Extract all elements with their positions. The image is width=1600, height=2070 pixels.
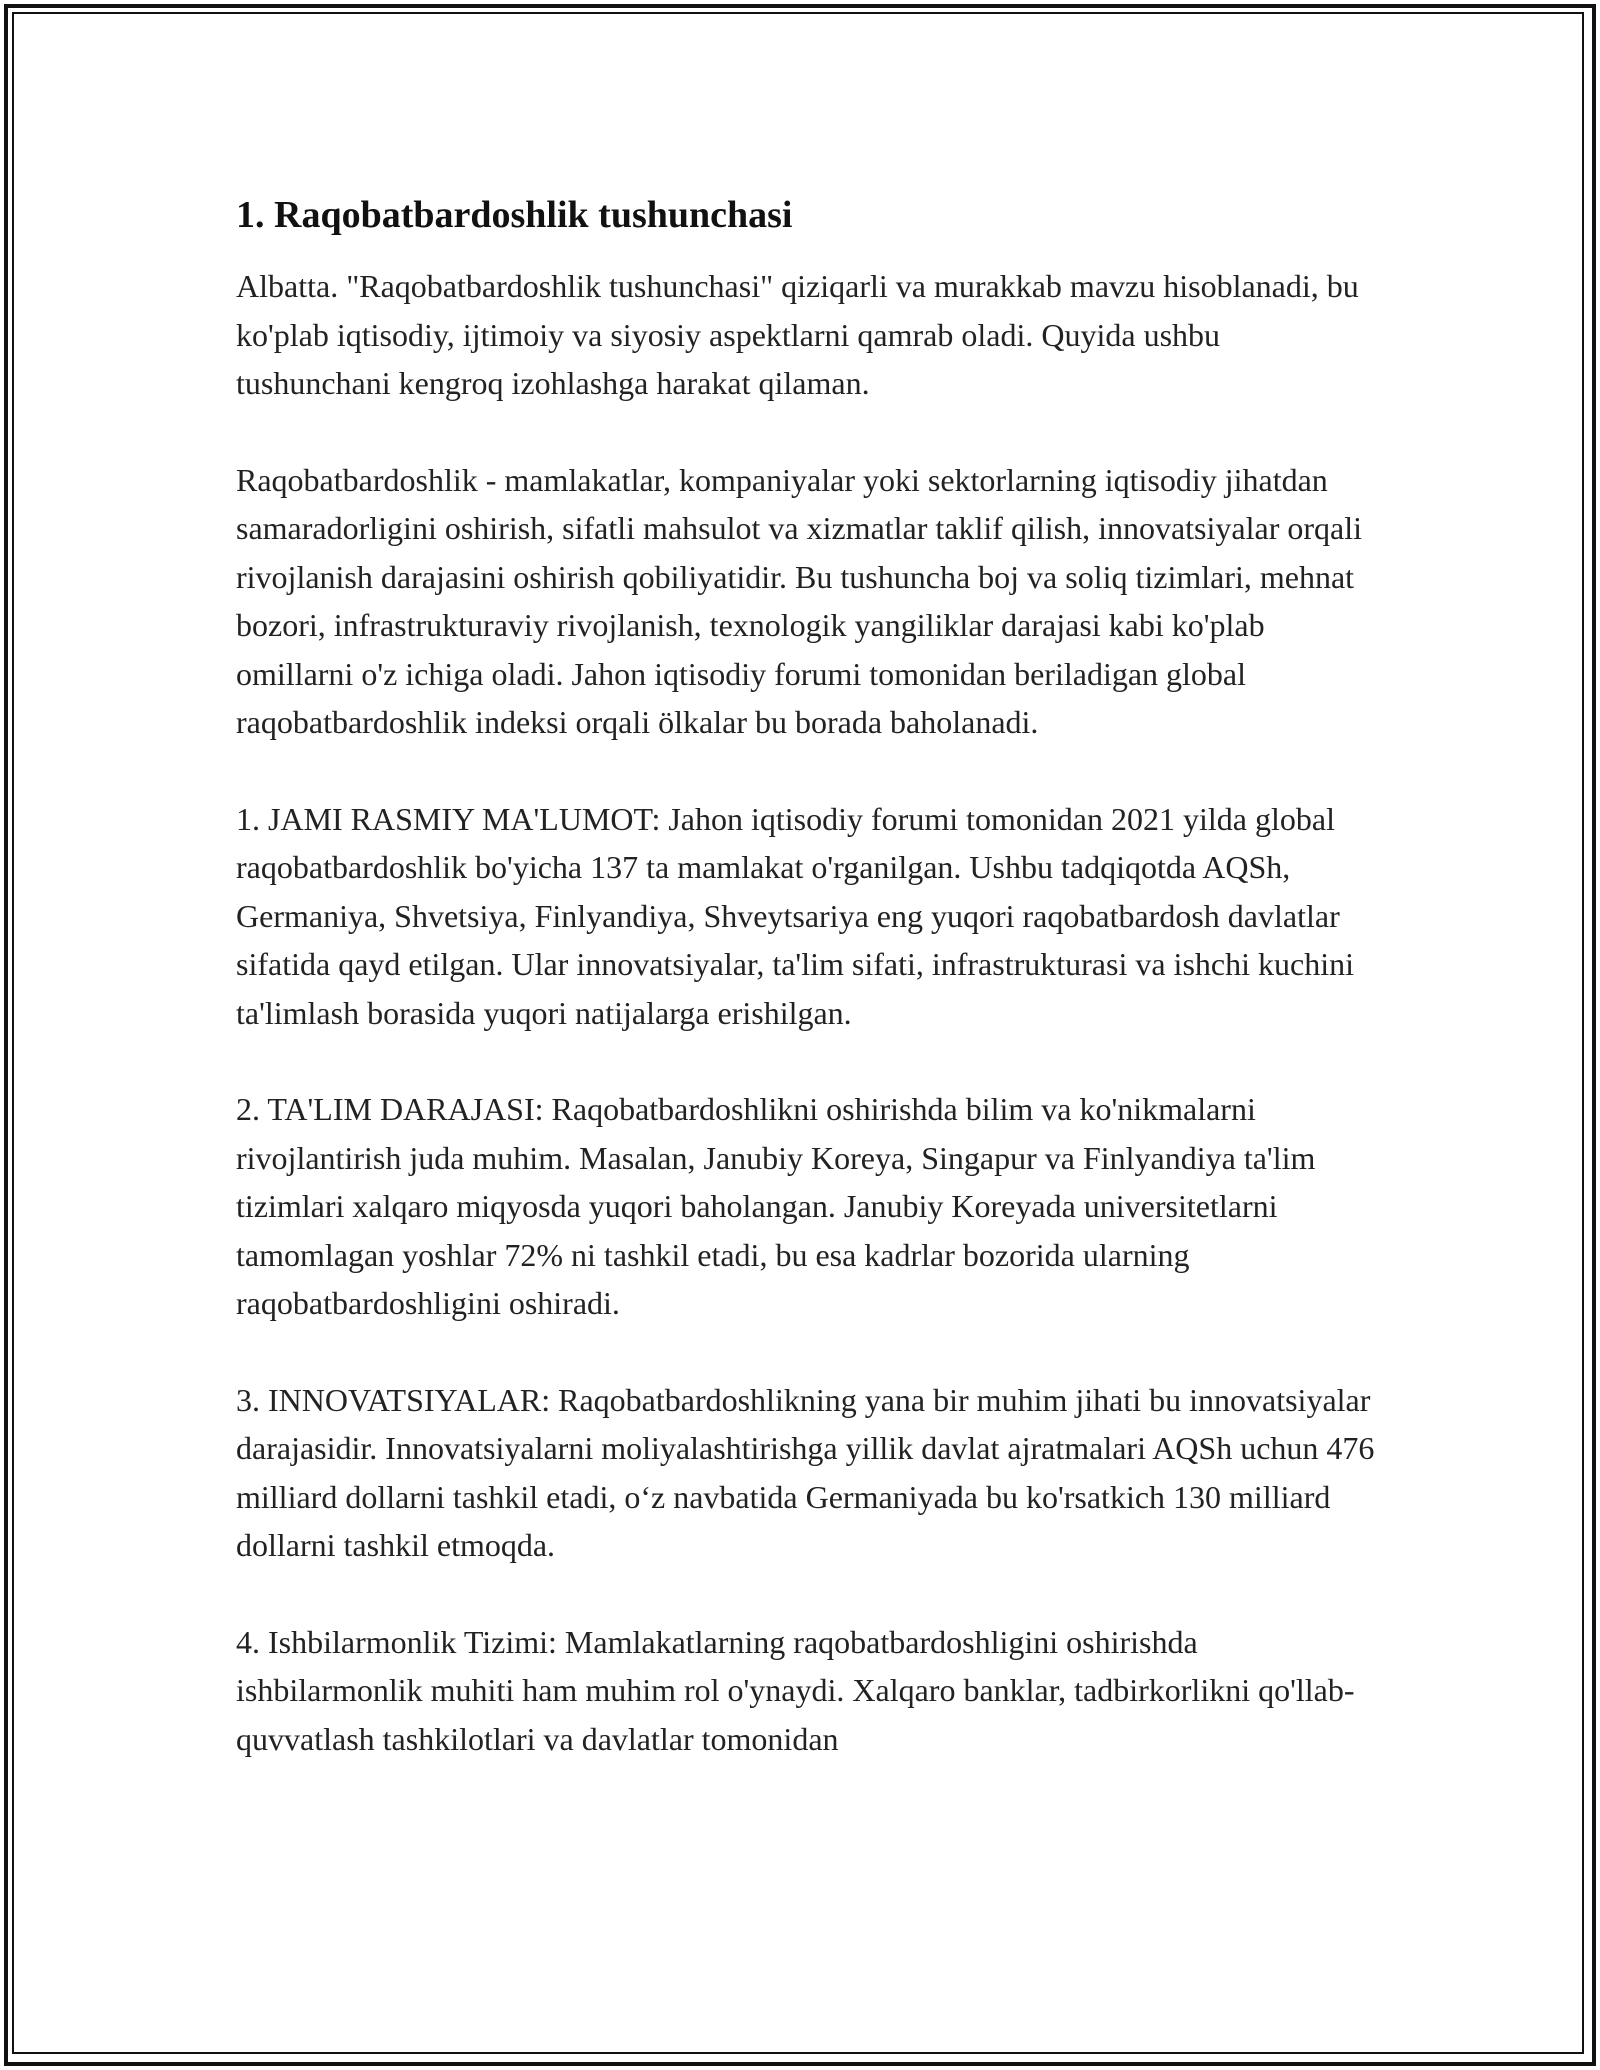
- paragraph-official-data: 1. JAMI RASMIY MA'LUMOT: Jahon iqtisodiy forumi tomonidan 2021 yilda global raqobatbardoshlik bo'yicha 137 ta mamlakat o'rganilgan. Ushbu tadqiqotda AQSh, Germaniya, Shvetsiya, Finlyandiya, Shveytsariya eng yuqori raqobatbardosh davlatlar sifatida qayd etilgan. Ular innovatsiyalar, ta'lim sifati, infrastrukturasi va ishchi kuchini ta'limlash borasida yuqori natijalarga erishilgan.: [236, 800, 1354, 1031]
- section-heading: 1. Raqobatbardoshlik tushunchasi: [236, 194, 793, 236]
- paragraph-definition: Raqobatbardoshlik - mamlakatlar, kompaniyalar yoki sektorlarning iqtisodiy jihatdan samaradorligini oshirish, sifatli mahsulot va xizmatlar taklif qilish, innovatsiyalar orqali rivojlanish darajasini oshirish qobiliyatidir. Bu tushuncha boj va soliq tizimlari, mehnat bozori, infrastrukturaviy rivojlanish, texnologik yangiliklar darajasi kabi ko'plab omillarni o'z ichiga oladi. Jahon iqtisodiy forumi tomonidan beriladigan global raqobatbardoshlik indeksi orqali ölkalar bu borada baholanadi.: [236, 461, 1362, 740]
- document-body: [236, 188, 1376, 1811]
- paragraph-education-level: 2. TA'LIM DARAJASI: Raqobatbardoshlikni oshirishda bilim va ko'nikmalarni rivojlantirish juda muhim. Masalan, Janubiy Koreya, Singapur va Finlyandiya ta'lim tizimlari xalqaro miqyosda yuqori baholangan. Janubiy Koreyada universitetlarni tamomlagan yoshlar 72% ni tashkil etadi, bu esa kadrlar bozorida ularning raqobatbardoshligini oshiradi.: [236, 1091, 1316, 1321]
- paragraph-innovations: 3. INNOVATSIYALAR: Raqobatbardoshlikning yana bir muhim jihati bu innovatsiyalar darajasidir. Innovatsiyalarni moliyalashtirishga yillik davlat ajratmalari AQSh uchun 476 milliard dollarni tashkil etadi, o‘z navbatida Germaniyada bu ko'rsatkich 130 milliard dollarni tashkil etmoqda.: [236, 1381, 1375, 1563]
- paragraph-business-system: 4. Ishbilarmonlik Tizimi: Mamlakatlarning raqobatbardoshligini oshirishda ishbilarmonlik muhiti ham muhim rol o'ynaydi. Xalqaro banklar, tadbirkorlikni qo'llab-quvvatlash tashkilotlari va davlatlar tomonidan: [236, 1623, 1355, 1757]
- paragraph-intro: Albatta. "Raqobatbardoshlik tushunchasi" qiziqarli va murakkab mavzu hisoblanadi, bu ko'plab iqtisodiy, ijtimoiy va siyosiy aspektlarni qamrab oladi. Quyida ushbu tushunchani kengroq izohlashga harakat qilaman.: [236, 268, 1359, 401]
